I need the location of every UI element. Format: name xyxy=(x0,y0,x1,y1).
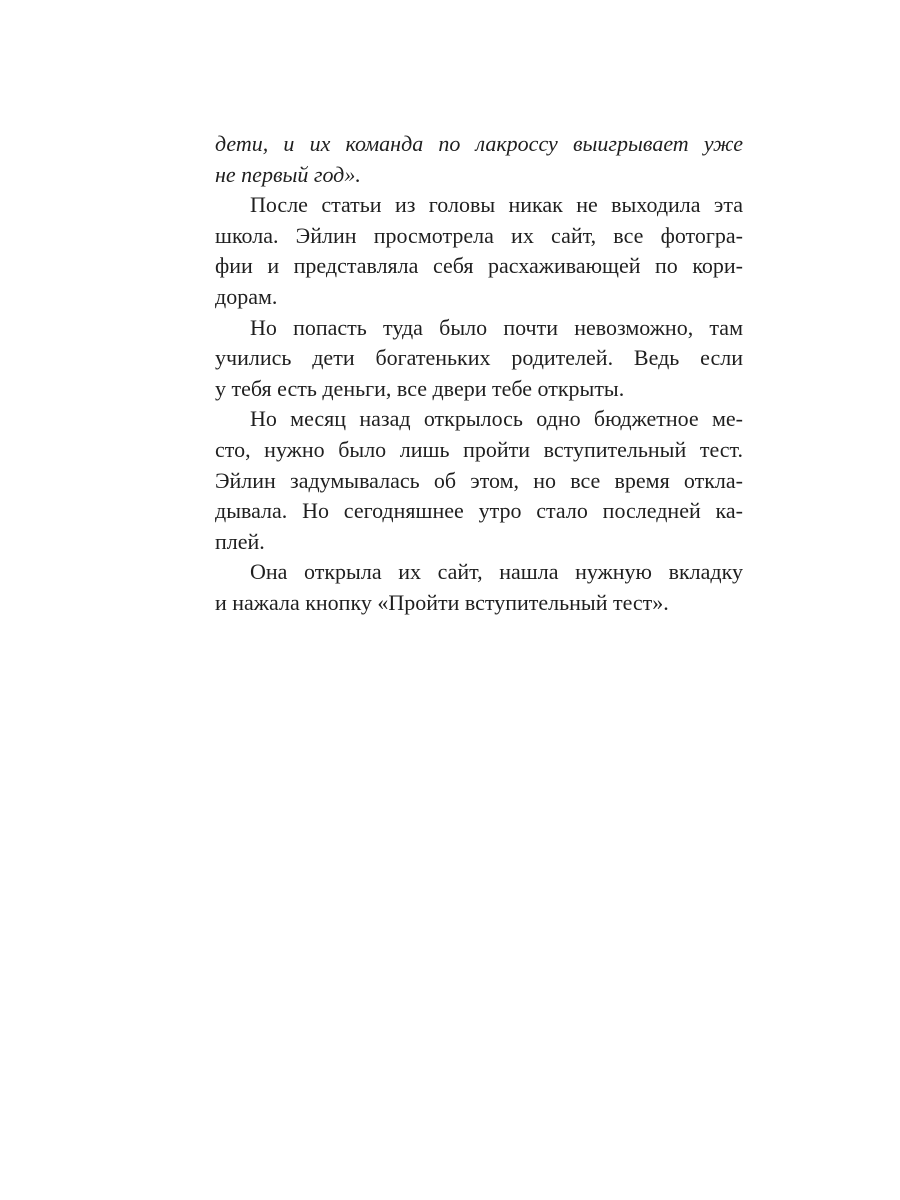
text-line: дети, и их команда по лакроссу выигрывает уже xyxy=(215,131,743,156)
paragraph-2 xyxy=(215,190,743,312)
text-line: учились дети богатеньких родителей. Ведь если xyxy=(215,345,743,371)
text-line: у тебя есть деньги, все двери тебе открыты. xyxy=(215,375,625,401)
paragraph-1 xyxy=(215,129,743,190)
text-line: не первый год». xyxy=(215,161,361,187)
text-line: Эйлин задумывалась об этом, но все время откла- xyxy=(215,467,743,493)
paragraph-3 xyxy=(215,313,743,405)
text-line: сто, нужно было лишь пройти вступительный тест. xyxy=(215,436,743,462)
text-line: После статьи из головы никак не выходила эта xyxy=(250,192,743,218)
text-line: дорам. xyxy=(215,283,278,309)
text-line: дывала. Но сегодняшнее утро стало последней ка- xyxy=(215,498,743,524)
text-line: и нажала кнопку «Пройти вступительный тест». xyxy=(215,589,669,615)
paragraph-5 xyxy=(215,557,743,618)
text-line: Она открыла их сайт, нашла нужную вкладку xyxy=(250,559,743,585)
page-text xyxy=(215,129,743,619)
paragraph-4 xyxy=(215,404,743,557)
text-line: школа. Эйлин просмотрела их сайт, все фотогра- xyxy=(215,222,743,248)
text-line: фии и представляла себя расхаживающей по кори- xyxy=(215,253,743,279)
text-line: Но месяц назад открылось одно бюджетное ме- xyxy=(250,406,743,432)
text-line: плей. xyxy=(215,528,265,554)
text-line: Но попасть туда было почти невозможно, там xyxy=(250,314,743,340)
